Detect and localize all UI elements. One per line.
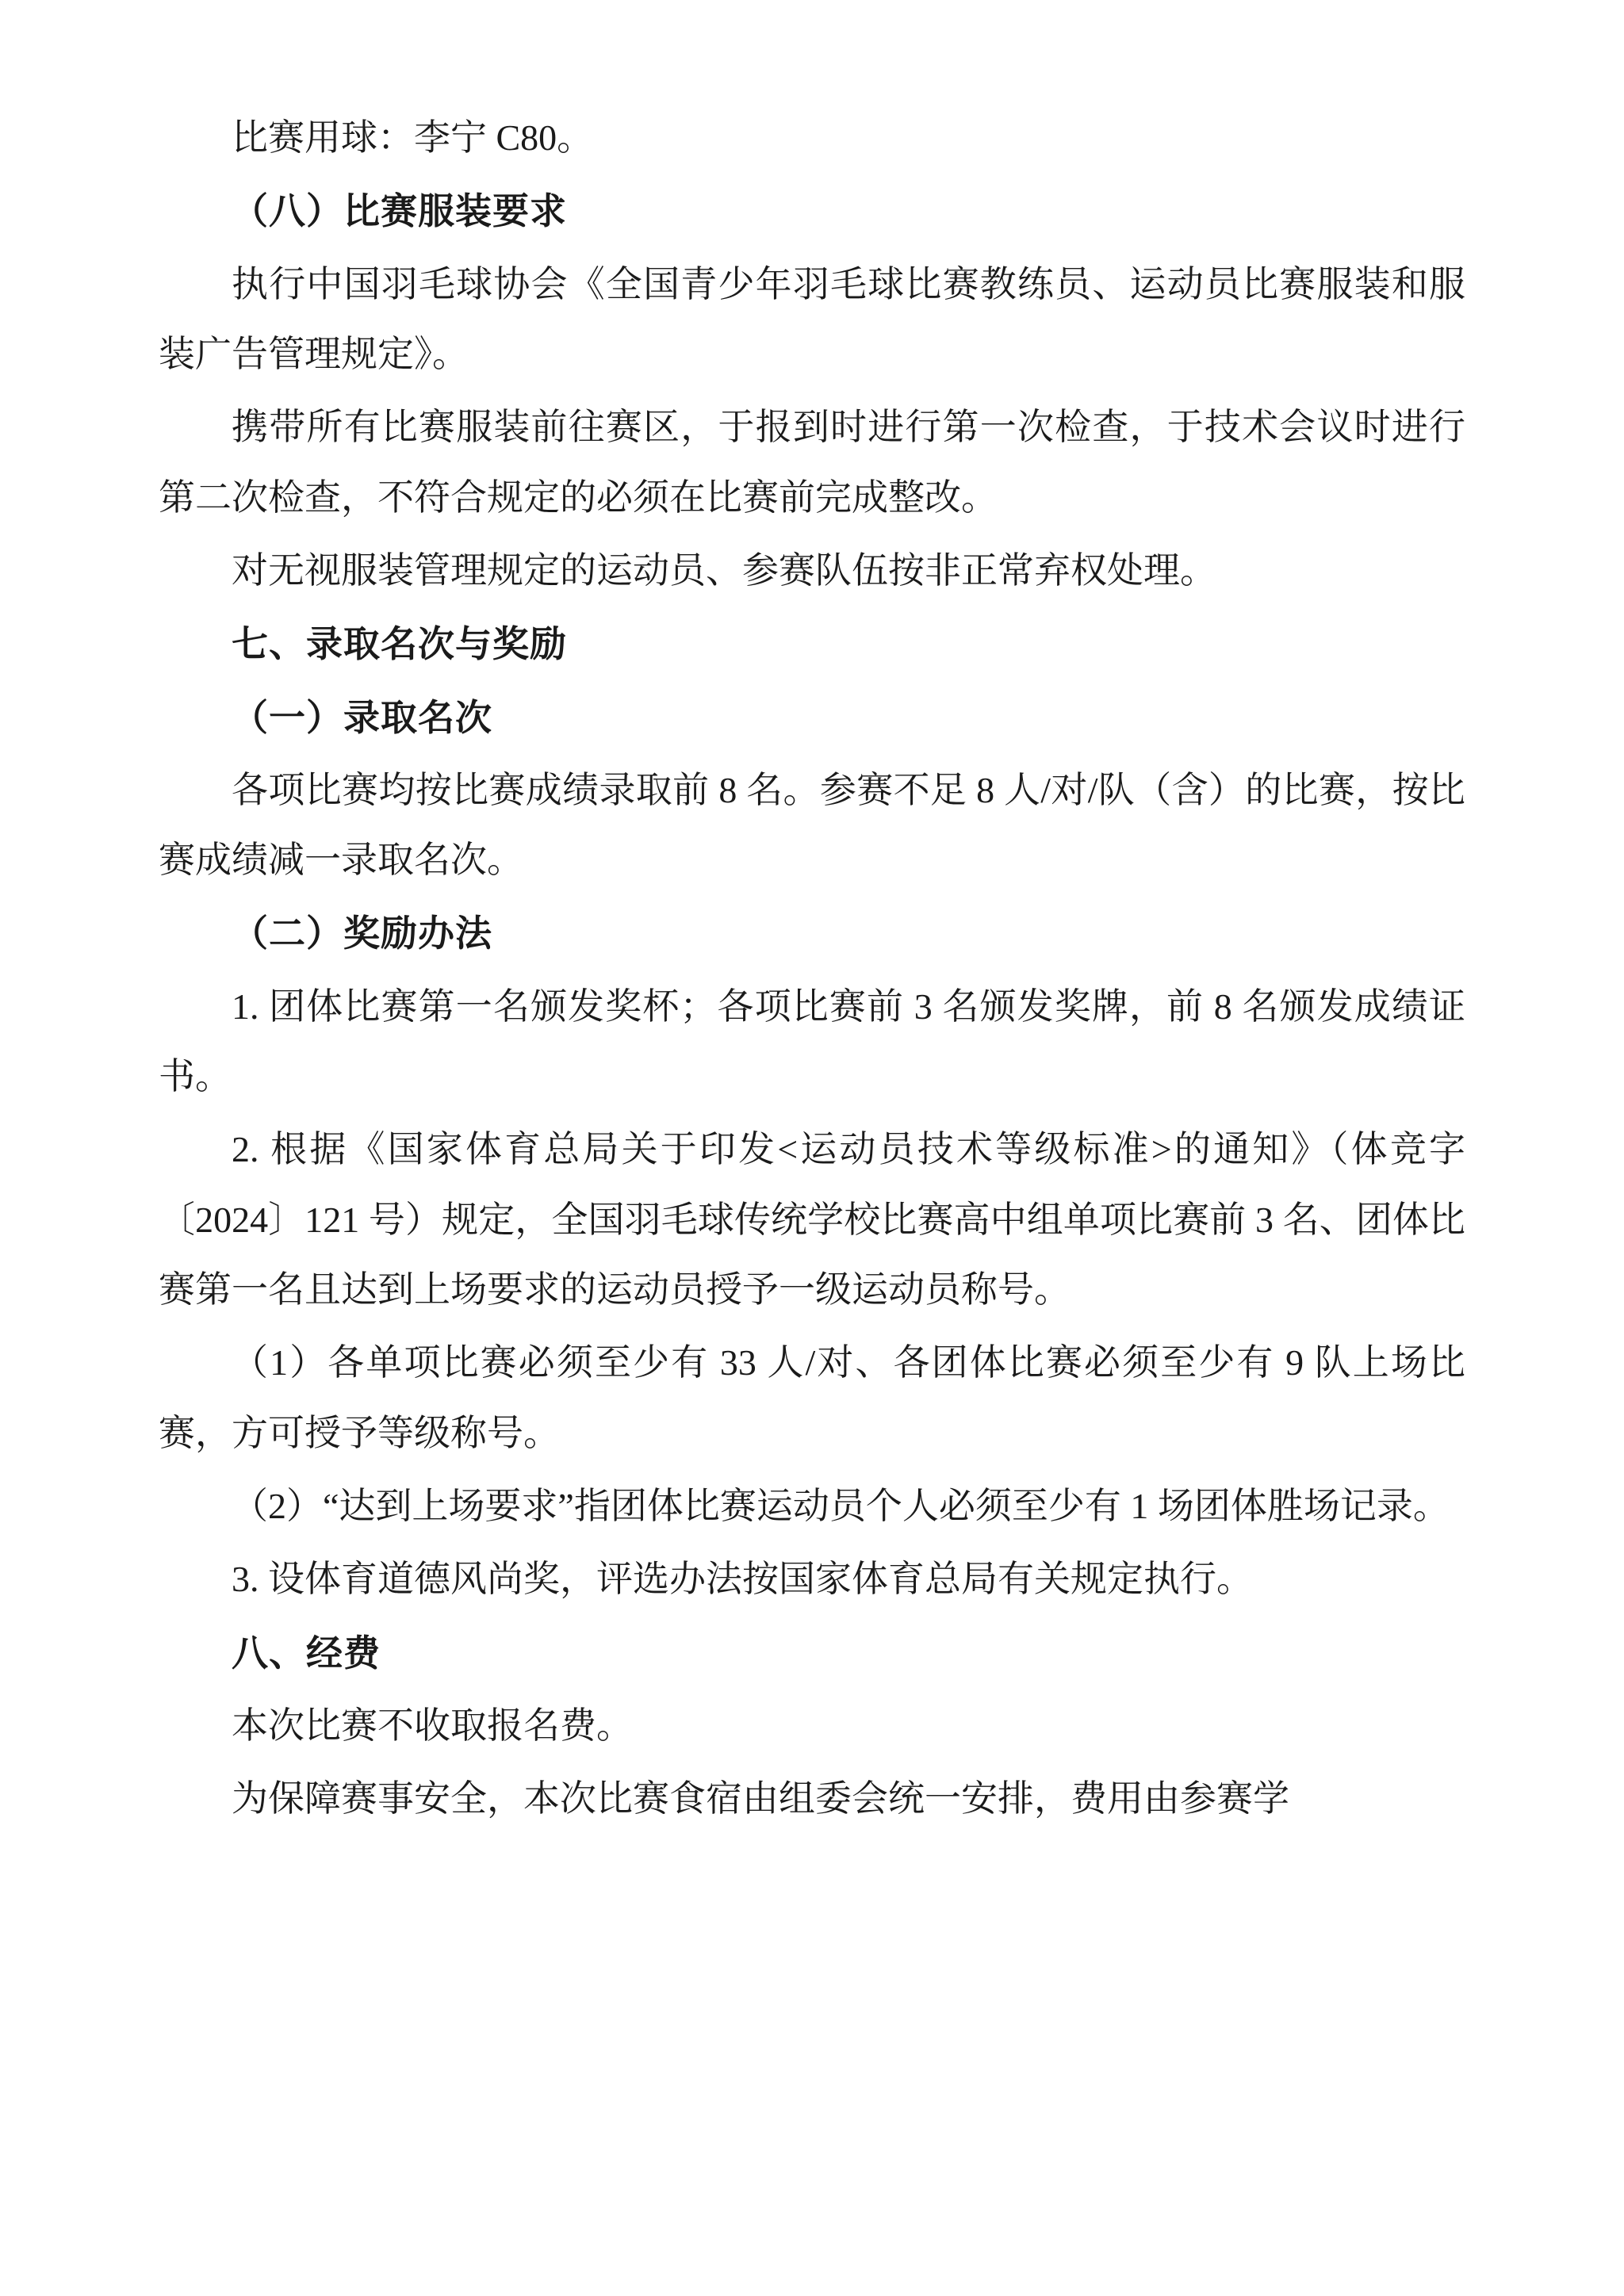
paragraph-ranking-rules: 各项比赛均按比赛成绩录取前 8 名。参赛不足 8 人/对/队（含）的比赛，按比赛成绩减一录取名次。 [159,769,1465,881]
heading-section-eight: 八、经费 [232,1631,381,1674]
paragraph-awards-item-1: 1. 团体比赛第一名颁发奖杯；各项比赛前 3 名颁发奖牌，前 8 名颁发成绩证书。 [159,985,1466,1097]
paragraph-fee-accommodation: 为保障赛事安全，本次比赛食宿由组委会统一安排，费用由参赛学 [232,1778,1289,1820]
heading-ranking: （一）录取名次 [232,695,492,739]
paragraph-awards-item-2-sub-2: （2）“达到上场要求”指团体比赛运动员个人必须至少有 1 场团体胜场记录。 [232,1485,1450,1526]
heading-section-seven: 七、录取名次与奖励 [232,622,567,666]
paragraph-competition-ball: 比赛用球：李宁 C80。 [232,117,594,158]
paragraph-awards-item-2: 2. 根据《国家体育总局关于印发<运动员技术等级标准>的通知》（体竞字〔2024〕121 号）规定，全国羽毛球传统学校比赛高中组单项比赛前 3 名、团体比赛第一名且达到上场要求的运动员授予一级运动员称号。 [159,1129,1465,1310]
paragraph-uniform-inspection: 携带所有比赛服装前往赛区，于报到时进行第一次检查，于技术会议时进行第二次检查，不符合规定的必须在比赛前完成整改。 [159,407,1465,518]
paragraph-awards-item-2-sub-1: （1）各单项比赛必须至少有 33 人/对、各团体比赛必须至少有 9 队上场比赛，方可授予等级称号。 [159,1342,1465,1453]
heading-awards-method: （二）奖励办法 [232,912,492,955]
paragraph-awards-item-3: 3. 设体育道德风尚奖，评选办法按国家体育总局有关规定执行。 [232,1559,1253,1600]
paragraph-fee-no-entry: 本次比赛不收取报名费。 [232,1705,633,1746]
document-body [159,103,1465,1835]
paragraph-uniform-regulation: 执行中国羽毛球协会《全国青少年羽毛球比赛教练员、运动员比赛服装和服装广告管理规定》。 [159,263,1465,374]
heading-uniform-requirements: （八）比赛服装要求 [232,189,567,233]
paragraph-uniform-violation: 对无视服装管理规定的运动员、参赛队伍按非正常弃权处理。 [232,549,1216,591]
